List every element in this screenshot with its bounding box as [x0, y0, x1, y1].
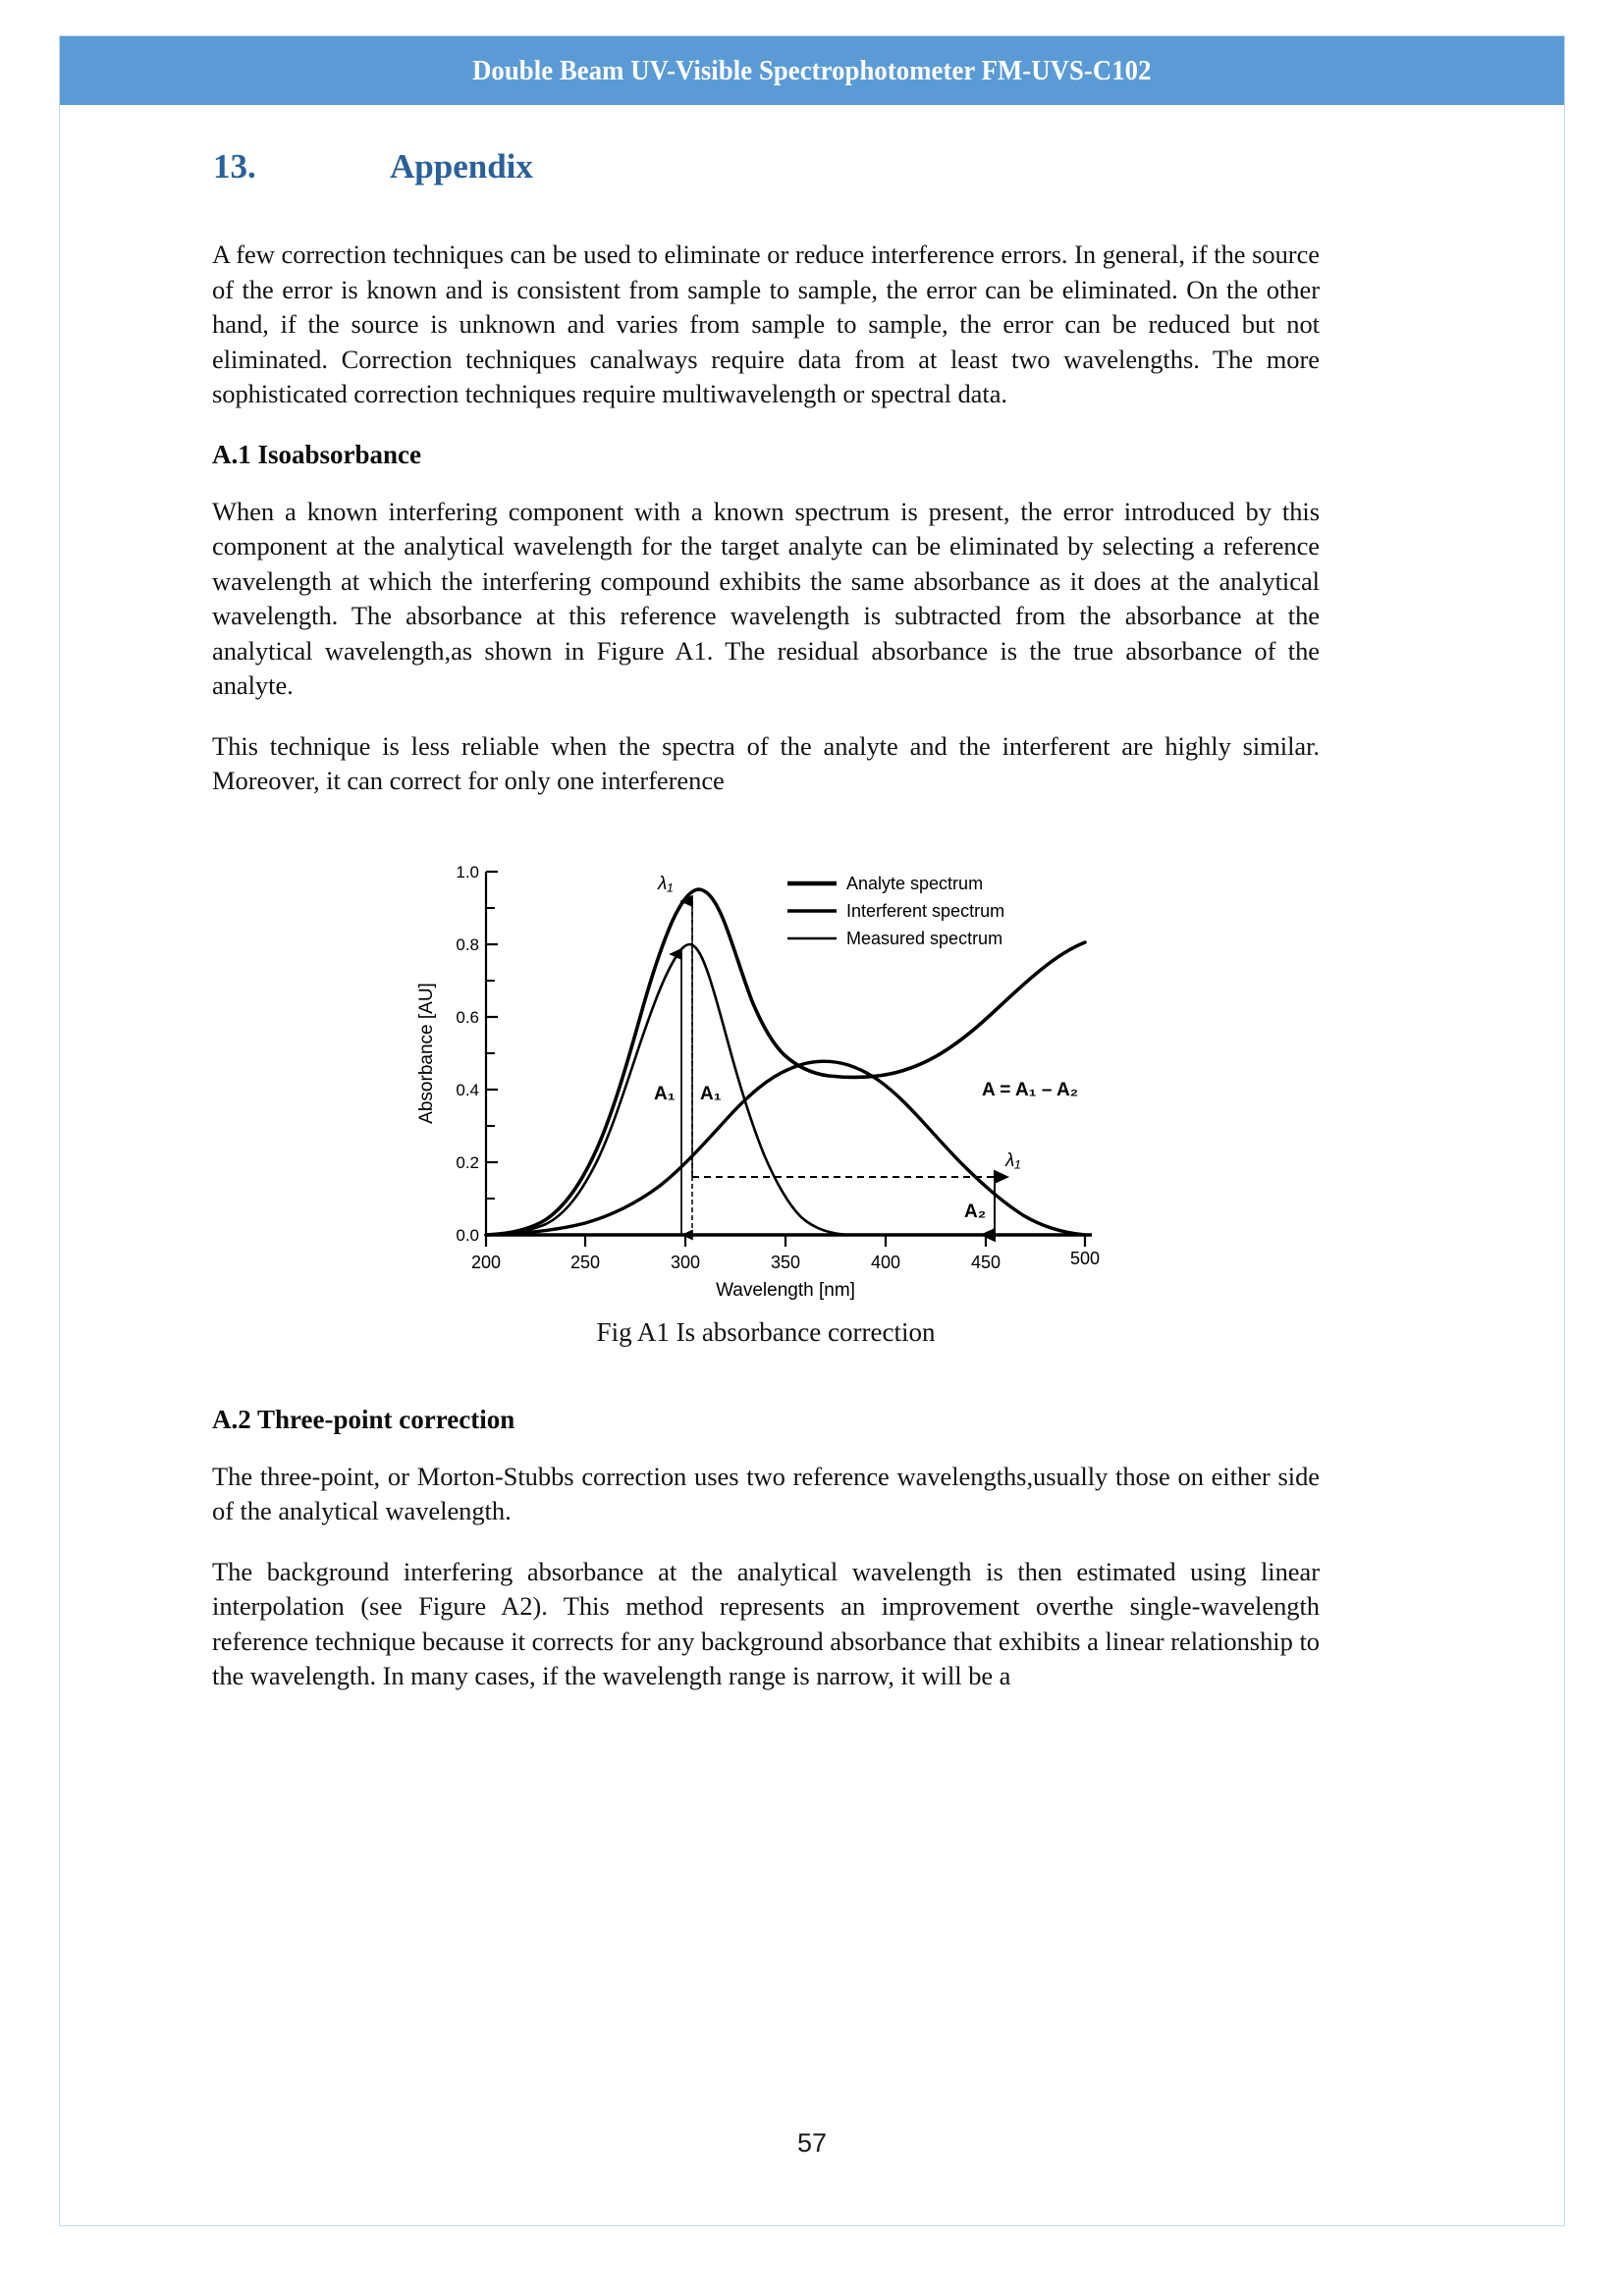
x-tick-labels [471, 1249, 1100, 1272]
y-tick-labels [456, 863, 479, 1245]
page-content [212, 147, 1320, 1720]
x-tick-label: 400 [870, 1252, 901, 1272]
annotation-lambda-1-reference: λ₁ [1005, 1149, 1021, 1171]
page-number: 57 [796, 2128, 828, 2158]
y-tick-label: 1.0 [456, 862, 479, 881]
paragraph-intro: A few correction techniques can be used to eliminate or reduce interference errors. In general, if the source of the error is known and is consistent from sample to sample, the error can be eliminated. On the other hand, if the source is unknown and varies from sample to sample, the error can be reduced but not eliminated. Correction techniques canalways require data from at least two wavelengths. The more sophisticated correction techniques require multiwavelength or spectral data. [212, 240, 1320, 408]
x-tick-major [486, 1235, 1085, 1247]
y-tick-label: 0.4 [456, 1080, 479, 1099]
legend-label-interferent: Interferent spectrum [846, 900, 1005, 921]
y-axis-label: Absorbance [AU] [416, 982, 437, 1124]
x-tick-label: 500 [1069, 1248, 1101, 1268]
annotation-a1-analyte: A₁ [654, 1083, 676, 1104]
x-tick-label: 450 [970, 1252, 1001, 1272]
x-tick-label: 250 [569, 1252, 601, 1272]
subheading-a2-three-point-correction: A.2 Three-point correction [212, 1404, 515, 1434]
document-header-banner [60, 36, 1564, 105]
paragraph-threepoint-2: The background interfering absorbance at the analytical wavelength is then estimated using linear interpolation (see Figure A2). This method represents an improvement overthe single-wavelength reference technique because it corrects for any background absorbance that exhibits a linear relationship to the wavelength. In many cases, if the wavelength range is narrow, it will be a [212, 1556, 1320, 1690]
x-tick-label: 200 [470, 1252, 502, 1272]
figure-a1 [212, 842, 1320, 1348]
annotation-a2: A₂ [964, 1201, 987, 1222]
y-tick-label: 0.2 [456, 1152, 479, 1172]
x-axis-label: Wavelength [nm] [716, 1279, 855, 1301]
x-tick-label: 350 [770, 1252, 801, 1272]
annotation-a1-measured: A₁ [700, 1083, 722, 1104]
paragraph-isoabsorbance-2: This technique is less reliable when the spectra of the analyte and the interferent are highly similar. Moreover, it can correct for only one interference [212, 730, 1320, 795]
header-title: Double Beam UV-Visible Spectrophotometer FM-UVS-C102 [472, 54, 1152, 86]
y-tick-label: 0.8 [456, 934, 479, 954]
legend-label-measured: Measured spectrum [846, 928, 1003, 948]
figure-caption: Fig A1 Is absorbance correction [596, 1316, 936, 1347]
annotation-equation: A = A₁ – A₂ [982, 1079, 1079, 1100]
subheading-a1-isoabsorbance: A.1 Isoabsorbance [212, 439, 422, 469]
section-title: Appendix [390, 147, 533, 186]
legend-label-analyte: Analyte spectrum [846, 873, 984, 893]
y-tick-minor [486, 908, 495, 1199]
paragraph-threepoint-1: The three-point, or Morton-Stubbs correction uses two reference wavelengths,usually those on either side of the analytical wavelength. [212, 1461, 1320, 1525]
section-number: 13. [213, 147, 256, 186]
paragraph-isoabsorbance-1: When a known interfering component with a known spectrum is present, the error introduced by this component at the analytical wavelength for the target analyte can be eliminated by selecting a reference wavelength at which the interfering compound exhibits the same absorbance as it does at the analytical wavelength. The absorbance at this reference wavelength is subtracted from the absorbance at the analytical wavelength,as shown in Figure A1. The residual absorbance is the true absorbance of the analyte. [212, 496, 1320, 700]
section-heading [212, 147, 1320, 187]
y-tick-label: 0.0 [456, 1225, 479, 1245]
x-tick-label: 300 [670, 1252, 701, 1272]
annotation-lambda-1-peak: λ₁ [658, 873, 674, 894]
chart-legend [787, 874, 1004, 948]
absorbance-correction-chart [393, 842, 1139, 1304]
y-tick-label: 0.6 [456, 1007, 479, 1027]
